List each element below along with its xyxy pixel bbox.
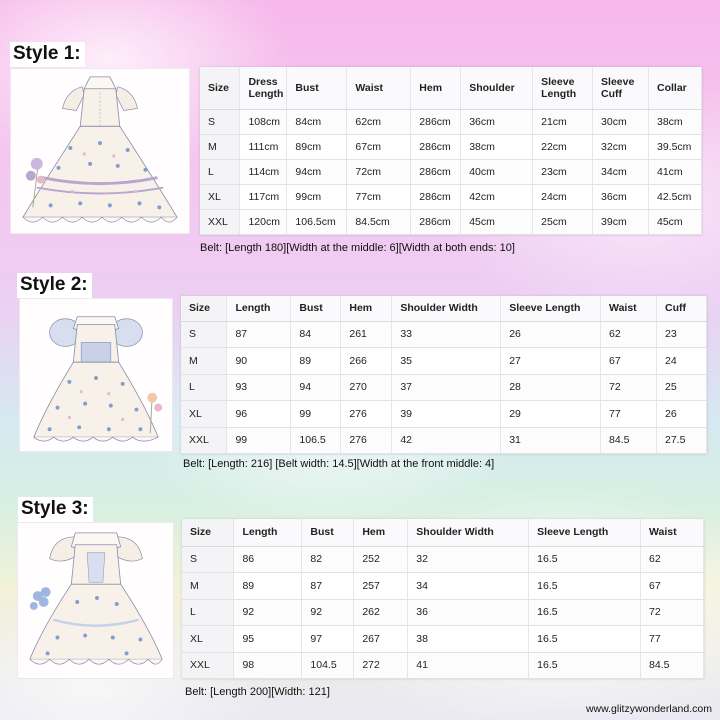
- measurement-cell: 252: [354, 546, 408, 573]
- size-cell: XXL: [181, 427, 227, 454]
- size-cell: S: [182, 546, 234, 573]
- measurement-cell: 94cm: [287, 159, 347, 184]
- measurement-cell: 36cm: [593, 184, 649, 209]
- measurement-cell: 31: [501, 427, 601, 454]
- header-sleeve-length: Sleeve Length: [533, 67, 593, 109]
- measurement-cell: 93: [227, 374, 291, 401]
- measurement-cell: 104.5: [302, 652, 354, 679]
- dress-2-image: [19, 298, 173, 452]
- header-bust: Bust: [287, 67, 347, 109]
- measurement-cell: 84.5: [641, 652, 704, 679]
- table-row: [181, 348, 707, 375]
- measurement-cell: 106.5: [291, 427, 341, 454]
- header-size: Size: [200, 67, 240, 109]
- header-size: Size: [181, 296, 227, 321]
- style-2-size-table: [181, 296, 707, 454]
- style-3-size-table: [182, 519, 704, 679]
- measurement-cell: 111cm: [240, 134, 287, 159]
- table-row: [182, 626, 704, 653]
- measurement-cell: 67: [641, 573, 704, 600]
- measurement-cell: 92: [234, 599, 302, 626]
- measurement-cell: 84.5: [601, 427, 657, 454]
- size-cell: XL: [181, 401, 227, 428]
- measurement-cell: 86: [234, 546, 302, 573]
- measurement-cell: 27.5: [657, 427, 707, 454]
- style-3-belt-note: Belt: [Length 200][Width: 121]: [185, 686, 330, 698]
- size-cell: S: [181, 321, 227, 348]
- table-row: [181, 427, 707, 454]
- measurement-cell: 267: [354, 626, 408, 653]
- measurement-cell: 16.5: [529, 652, 641, 679]
- measurement-cell: 21cm: [533, 109, 593, 134]
- size-cell: L: [182, 599, 234, 626]
- measurement-cell: 84.5cm: [347, 209, 411, 234]
- measurement-cell: 286cm: [411, 109, 461, 134]
- dress-3-illustration: [18, 523, 173, 678]
- measurement-cell: 108cm: [240, 109, 287, 134]
- measurement-cell: 25cm: [533, 209, 593, 234]
- table-row: [200, 209, 702, 234]
- measurement-cell: 28: [501, 374, 601, 401]
- measurement-cell: 77: [601, 401, 657, 428]
- table-row: [200, 184, 702, 209]
- measurement-cell: 67cm: [347, 134, 411, 159]
- table-row: [200, 109, 702, 134]
- measurement-cell: 266: [341, 348, 392, 375]
- header-sleeve-length: Sleeve Length: [529, 519, 641, 546]
- measurement-cell: 42.5cm: [648, 184, 701, 209]
- measurement-cell: 87: [302, 573, 354, 600]
- header-collar: Collar: [648, 67, 701, 109]
- measurement-cell: 37: [392, 374, 501, 401]
- table-row: [182, 546, 704, 573]
- header-shoulder: Shoulder: [461, 67, 533, 109]
- header-shoulder-width: Shoulder Width: [408, 519, 529, 546]
- measurement-cell: 35: [392, 348, 501, 375]
- style-3-title: Style 3:: [18, 497, 93, 522]
- measurement-cell: 30cm: [593, 109, 649, 134]
- measurement-cell: 34: [408, 573, 529, 600]
- measurement-cell: 23: [657, 321, 707, 348]
- measurement-cell: 120cm: [240, 209, 287, 234]
- measurement-cell: 96: [227, 401, 291, 428]
- header-bust: Bust: [291, 296, 341, 321]
- table-header-row: [200, 67, 702, 109]
- header-waist: Waist: [641, 519, 704, 546]
- measurement-cell: 16.5: [529, 599, 641, 626]
- measurement-cell: 77cm: [347, 184, 411, 209]
- measurement-cell: 42: [392, 427, 501, 454]
- measurement-cell: 84: [291, 321, 341, 348]
- measurement-cell: 23cm: [533, 159, 593, 184]
- measurement-cell: 257: [354, 573, 408, 600]
- measurement-cell: 16.5: [529, 573, 641, 600]
- measurement-cell: 286cm: [411, 184, 461, 209]
- measurement-cell: 38: [408, 626, 529, 653]
- measurement-cell: 24cm: [533, 184, 593, 209]
- measurement-cell: 72: [601, 374, 657, 401]
- measurement-cell: 40cm: [461, 159, 533, 184]
- measurement-cell: 29: [501, 401, 601, 428]
- measurement-cell: 62: [641, 546, 704, 573]
- dress-1-illustration: [11, 69, 189, 233]
- measurement-cell: 38cm: [461, 134, 533, 159]
- measurement-cell: 77: [641, 626, 704, 653]
- measurement-cell: 24: [657, 348, 707, 375]
- size-cell: M: [181, 348, 227, 375]
- table-row: [181, 401, 707, 428]
- size-cell: XL: [182, 626, 234, 653]
- style-1-size-table: [200, 67, 702, 235]
- measurement-cell: 262: [354, 599, 408, 626]
- measurement-cell: 38cm: [648, 109, 701, 134]
- table-row: [182, 573, 704, 600]
- size-cell: M: [182, 573, 234, 600]
- header-bust: Bust: [302, 519, 354, 546]
- header-length: Length: [227, 296, 291, 321]
- measurement-cell: 45cm: [648, 209, 701, 234]
- measurement-cell: 261: [341, 321, 392, 348]
- dress-2-illustration: [20, 299, 172, 451]
- measurement-cell: 286cm: [411, 134, 461, 159]
- dress-3-image: [17, 522, 174, 679]
- measurement-cell: 39.5cm: [648, 134, 701, 159]
- measurement-cell: 94: [291, 374, 341, 401]
- style-2-belt-note: Belt: [Length: 216] [Belt width: 14.5][Width at the front middle: 4]: [183, 458, 495, 470]
- measurement-cell: 272: [354, 652, 408, 679]
- header-waist: Waist: [601, 296, 657, 321]
- measurement-cell: 36cm: [461, 109, 533, 134]
- table-header-row: [181, 296, 707, 321]
- header-cuff: Cuff: [657, 296, 707, 321]
- header-shoulder-width: Shoulder Width: [392, 296, 501, 321]
- measurement-cell: 72cm: [347, 159, 411, 184]
- measurement-cell: 89: [234, 573, 302, 600]
- size-cell: S: [200, 109, 240, 134]
- header-hem: Hem: [354, 519, 408, 546]
- header-dress-length: Dress Length: [240, 67, 287, 109]
- style-1-belt-note: Belt: [Length 180][Width at the middle: 6][Width at both ends: 10]: [200, 242, 515, 254]
- measurement-cell: 72: [641, 599, 704, 626]
- measurement-cell: 41: [408, 652, 529, 679]
- header-waist: Waist: [347, 67, 411, 109]
- measurement-cell: 34cm: [593, 159, 649, 184]
- watermark-url: www.glitzywonderland.com: [585, 703, 712, 715]
- measurement-cell: 27: [501, 348, 601, 375]
- measurement-cell: 32cm: [593, 134, 649, 159]
- size-cell: M: [200, 134, 240, 159]
- measurement-cell: 92: [302, 599, 354, 626]
- measurement-cell: 45cm: [461, 209, 533, 234]
- measurement-cell: 286cm: [411, 209, 461, 234]
- measurement-cell: 39cm: [593, 209, 649, 234]
- table-row: [181, 321, 707, 348]
- header-hem: Hem: [341, 296, 392, 321]
- table-row: [200, 159, 702, 184]
- size-cell: L: [181, 374, 227, 401]
- measurement-cell: 36: [408, 599, 529, 626]
- measurement-cell: 25: [657, 374, 707, 401]
- table-row: [182, 599, 704, 626]
- measurement-cell: 67: [601, 348, 657, 375]
- measurement-cell: 16.5: [529, 546, 641, 573]
- measurement-cell: 84cm: [287, 109, 347, 134]
- measurement-cell: 82: [302, 546, 354, 573]
- measurement-cell: 99: [291, 401, 341, 428]
- dress-1-image: [10, 68, 190, 234]
- measurement-cell: 114cm: [240, 159, 287, 184]
- measurement-cell: 276: [341, 401, 392, 428]
- style-2-title: Style 2:: [17, 273, 92, 298]
- table-row: [200, 134, 702, 159]
- measurement-cell: 270: [341, 374, 392, 401]
- measurement-cell: 97: [302, 626, 354, 653]
- table-row: [182, 652, 704, 679]
- size-cell: XXL: [200, 209, 240, 234]
- header-sleeve-cuff: Sleeve Cuff: [593, 67, 649, 109]
- header-length: Length: [234, 519, 302, 546]
- table-header-row: [182, 519, 704, 546]
- measurement-cell: 98: [234, 652, 302, 679]
- measurement-cell: 22cm: [533, 134, 593, 159]
- header-size: Size: [182, 519, 234, 546]
- table-row: [181, 374, 707, 401]
- measurement-cell: 42cm: [461, 184, 533, 209]
- measurement-cell: 16.5: [529, 626, 641, 653]
- measurement-cell: 26: [501, 321, 601, 348]
- measurement-cell: 106.5cm: [287, 209, 347, 234]
- header-sleeve-length: Sleeve Length: [501, 296, 601, 321]
- measurement-cell: 62cm: [347, 109, 411, 134]
- size-cell: XL: [200, 184, 240, 209]
- measurement-cell: 39: [392, 401, 501, 428]
- measurement-cell: 87: [227, 321, 291, 348]
- measurement-cell: 90: [227, 348, 291, 375]
- style-1-title: Style 1:: [10, 42, 85, 67]
- measurement-cell: 117cm: [240, 184, 287, 209]
- measurement-cell: 62: [601, 321, 657, 348]
- measurement-cell: 276: [341, 427, 392, 454]
- measurement-cell: 286cm: [411, 159, 461, 184]
- size-cell: XXL: [182, 652, 234, 679]
- measurement-cell: 32: [408, 546, 529, 573]
- measurement-cell: 99cm: [287, 184, 347, 209]
- measurement-cell: 33: [392, 321, 501, 348]
- header-hem: Hem: [411, 67, 461, 109]
- size-cell: L: [200, 159, 240, 184]
- measurement-cell: 26: [657, 401, 707, 428]
- measurement-cell: 41cm: [648, 159, 701, 184]
- measurement-cell: 95: [234, 626, 302, 653]
- measurement-cell: 89: [291, 348, 341, 375]
- measurement-cell: 99: [227, 427, 291, 454]
- measurement-cell: 89cm: [287, 134, 347, 159]
